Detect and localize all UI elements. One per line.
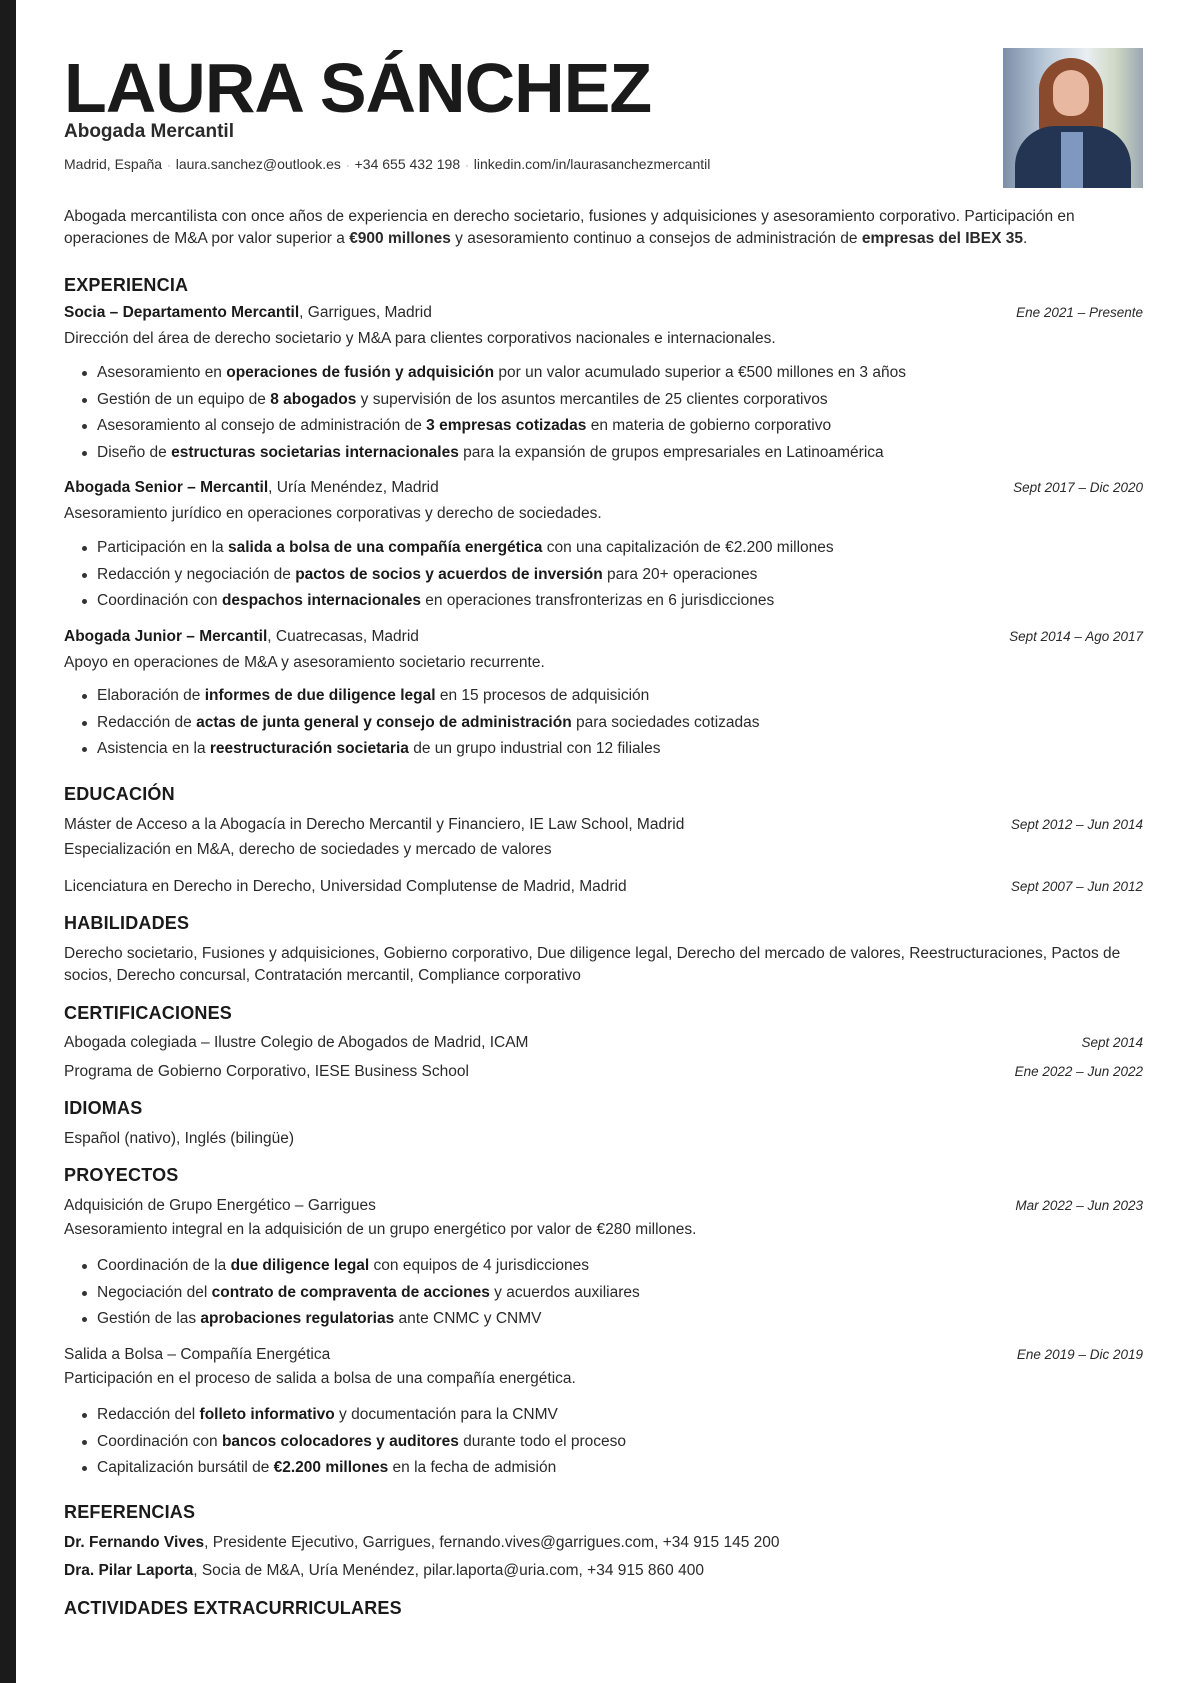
list-item: Coordinación de la due diligence legal con equipos de 4 jurisdicciones [97, 1255, 640, 1282]
list-item: Gestión de las aprobaciones regulatorias ante CNMC y CNMV [97, 1308, 640, 1335]
job-description: Asesoramiento jurídico en operaciones corporativas y derecho de sociedades. [64, 505, 602, 522]
section-title-extracurricular: ACTIVIDADES EXTRACURRICULARES [64, 1598, 402, 1618]
list-item: Redacción y negociación de pactos de socios y acuerdos de inversión para 20+ operaciones [97, 564, 834, 591]
skills-list: Derecho societario, Fusiones y adquisiciones, Gobierno corporativo, Due diligence legal, Derecho del mercado de valores, Reestructuraciones, Pactos de socios, Derecho concursal, Contratación mercantil, Compliance corporativo [64, 945, 1121, 984]
contact-location: Madrid, España [64, 156, 163, 172]
job-bullets [64, 537, 834, 617]
list-item: Asesoramiento en operaciones de fusión y adquisición por un valor acumulado superior a €500 millones en 3 años [97, 362, 906, 389]
candidate-name: LAURA SÁNCHEZ [64, 49, 652, 127]
list-item: Coordinación con despachos internacionales en operaciones transfronterizas en 6 jurisdicciones [97, 590, 834, 617]
section-title-education: EDUCACIÓN [64, 784, 175, 804]
certification-date: Sept 2014 [1081, 1035, 1143, 1050]
list-item: Asesoramiento al consejo de administración de 3 empresas cotizadas en materia de gobierno corporativo [97, 415, 906, 442]
list-item: Redacción del folleto informativo y documentación para la CNMV [97, 1404, 626, 1431]
section-title-references: REFERENCIAS [64, 1502, 196, 1522]
job-header: Socia – Departamento Mercantil, Garrigues, Madrid Ene 2021 – Presente [64, 304, 1143, 321]
certification-item: Programa de Gobierno Corporativo, IESE Business School Ene 2022 – Jun 2022 [64, 1063, 1143, 1080]
contact-line [64, 156, 710, 172]
job-header: Abogada Senior – Mercantil, Uría Menéndez, Madrid Sept 2017 – Dic 2020 [64, 479, 1143, 496]
list-item: Gestión de un equipo de 8 abogados y supervisión de los asuntos mercantiles de 25 clientes corporativos [97, 389, 906, 416]
contact-linkedin[interactable]: linkedin.com/in/laurasanchezmercantil [473, 156, 711, 172]
project-bullets [64, 1404, 626, 1484]
separator: · [167, 160, 171, 172]
list-item: Elaboración de informes de due diligence legal en 15 procesos de adquisición [97, 685, 760, 712]
job-bullets [64, 685, 760, 765]
section-title-experience: EXPERIENCIA [64, 275, 189, 295]
professional-summary: Abogada mercantilista con once años de experiencia en derecho societario, fusiones y adquisiciones y asesoramiento corporativo. Participación en operaciones de M&A por valor superior a €900 millones y asesoramiento continuo a consejos de administración de empresas del IBEX 35. [64, 208, 1075, 247]
section-title-certifications: CERTIFICACIONES [64, 1003, 233, 1023]
project-bullets [64, 1255, 640, 1335]
certification-item: Abogada colegiada – Ilustre Colegio de Abogados de Madrid, ICAM Sept 2014 [64, 1034, 1143, 1051]
separator: · [345, 160, 350, 172]
education-detail: Especialización en M&A, derecho de sociedades y mercado de valores [64, 841, 552, 858]
project-dates: Mar 2022 – Jun 2023 [1015, 1198, 1143, 1213]
project-description: Asesoramiento integral en la adquisición de un grupo energético por valor de €280 millones. [64, 1221, 697, 1238]
project-header: Salida a Bolsa – Compañía Energética Ene 2019 – Dic 2019 [64, 1346, 1143, 1363]
project-dates: Ene 2019 – Dic 2019 [1016, 1347, 1143, 1362]
reference-item: Dra. Pilar Laporta, Socia de M&A, Uría Menéndez, pilar.laporta@uria.com, +34 915 860 400 [64, 1562, 704, 1579]
contact-email[interactable]: laura.sanchez@outlook.es [175, 156, 341, 172]
education-dates: Sept 2012 – Jun 2014 [1010, 817, 1143, 832]
separator: · [465, 160, 469, 172]
job-dates: Ene 2021 – Presente [1016, 305, 1143, 320]
list-item: Negociación del contrato de compraventa de acciones y acuerdos auxiliares [97, 1282, 640, 1309]
list-item: Participación en la salida a bolsa de una compañía energética con una capitalización de €2.200 millones [97, 537, 834, 564]
list-item: Redacción de actas de junta general y consejo de administración para sociedades cotizadas [97, 712, 760, 739]
certification-date: Ene 2022 – Jun 2022 [1014, 1064, 1143, 1079]
profile-photo [1003, 48, 1143, 188]
education-item: Máster de Acceso a la Abogacía in Derecho Mercantil y Financiero, IE Law School, Madrid Sept 2012 – Jun 2014 [64, 816, 1143, 833]
job-description: Apoyo en operaciones de M&A y asesoramiento societario recurrente. [64, 654, 545, 671]
list-item: Asistencia en la reestructuración societaria de un grupo industrial con 12 filiales [97, 738, 760, 765]
project-description: Participación en el proceso de salida a bolsa de una compañía energética. [64, 1370, 576, 1387]
reference-item: Dr. Fernando Vives, Presidente Ejecutivo, Garrigues, fernando.vives@garrigues.com, +34 915 145 200 [64, 1534, 780, 1551]
languages-list: Español (nativo), Inglés (bilingüe) [64, 1130, 295, 1147]
contact-phone[interactable]: +34 655 432 198 [354, 156, 461, 172]
education-dates: Sept 2007 – Jun 2012 [1010, 879, 1143, 894]
job-header: Abogada Junior – Mercantil, Cuatrecasas, Madrid Sept 2014 – Ago 2017 [64, 628, 1143, 645]
section-title-projects: PROYECTOS [64, 1165, 179, 1185]
resume-page [64, 0, 1143, 1618]
list-item: Capitalización bursátil de €2.200 millones en la fecha de admisión [97, 1457, 626, 1484]
job-dates: Sept 2017 – Dic 2020 [1013, 480, 1143, 495]
job-bullets [64, 362, 906, 468]
project-header: Adquisición de Grupo Energético – Garrigues Mar 2022 – Jun 2023 [64, 1197, 1143, 1214]
resume-header [64, 0, 1143, 195]
candidate-title: Abogada Mercantil [64, 121, 234, 142]
section-title-languages: IDIOMAS [64, 1098, 143, 1118]
job-description: Dirección del área de derecho societario y M&A para clientes corporativos nacionales e internacionales. [64, 330, 776, 347]
section-title-skills: HABILIDADES [64, 913, 190, 933]
list-item: Coordinación con bancos colocadores y auditores durante todo el proceso [97, 1431, 626, 1458]
education-item: Licenciatura en Derecho in Derecho, Universidad Complutense de Madrid, Madrid Sept 2007 – Jun 2012 [64, 878, 1143, 895]
job-dates: Sept 2014 – Ago 2017 [1009, 629, 1143, 644]
list-item: Diseño de estructuras societarias internacionales para la expansión de grupos empresariales en Latinoamérica [97, 442, 906, 469]
left-edge-bar [0, 0, 16, 1683]
